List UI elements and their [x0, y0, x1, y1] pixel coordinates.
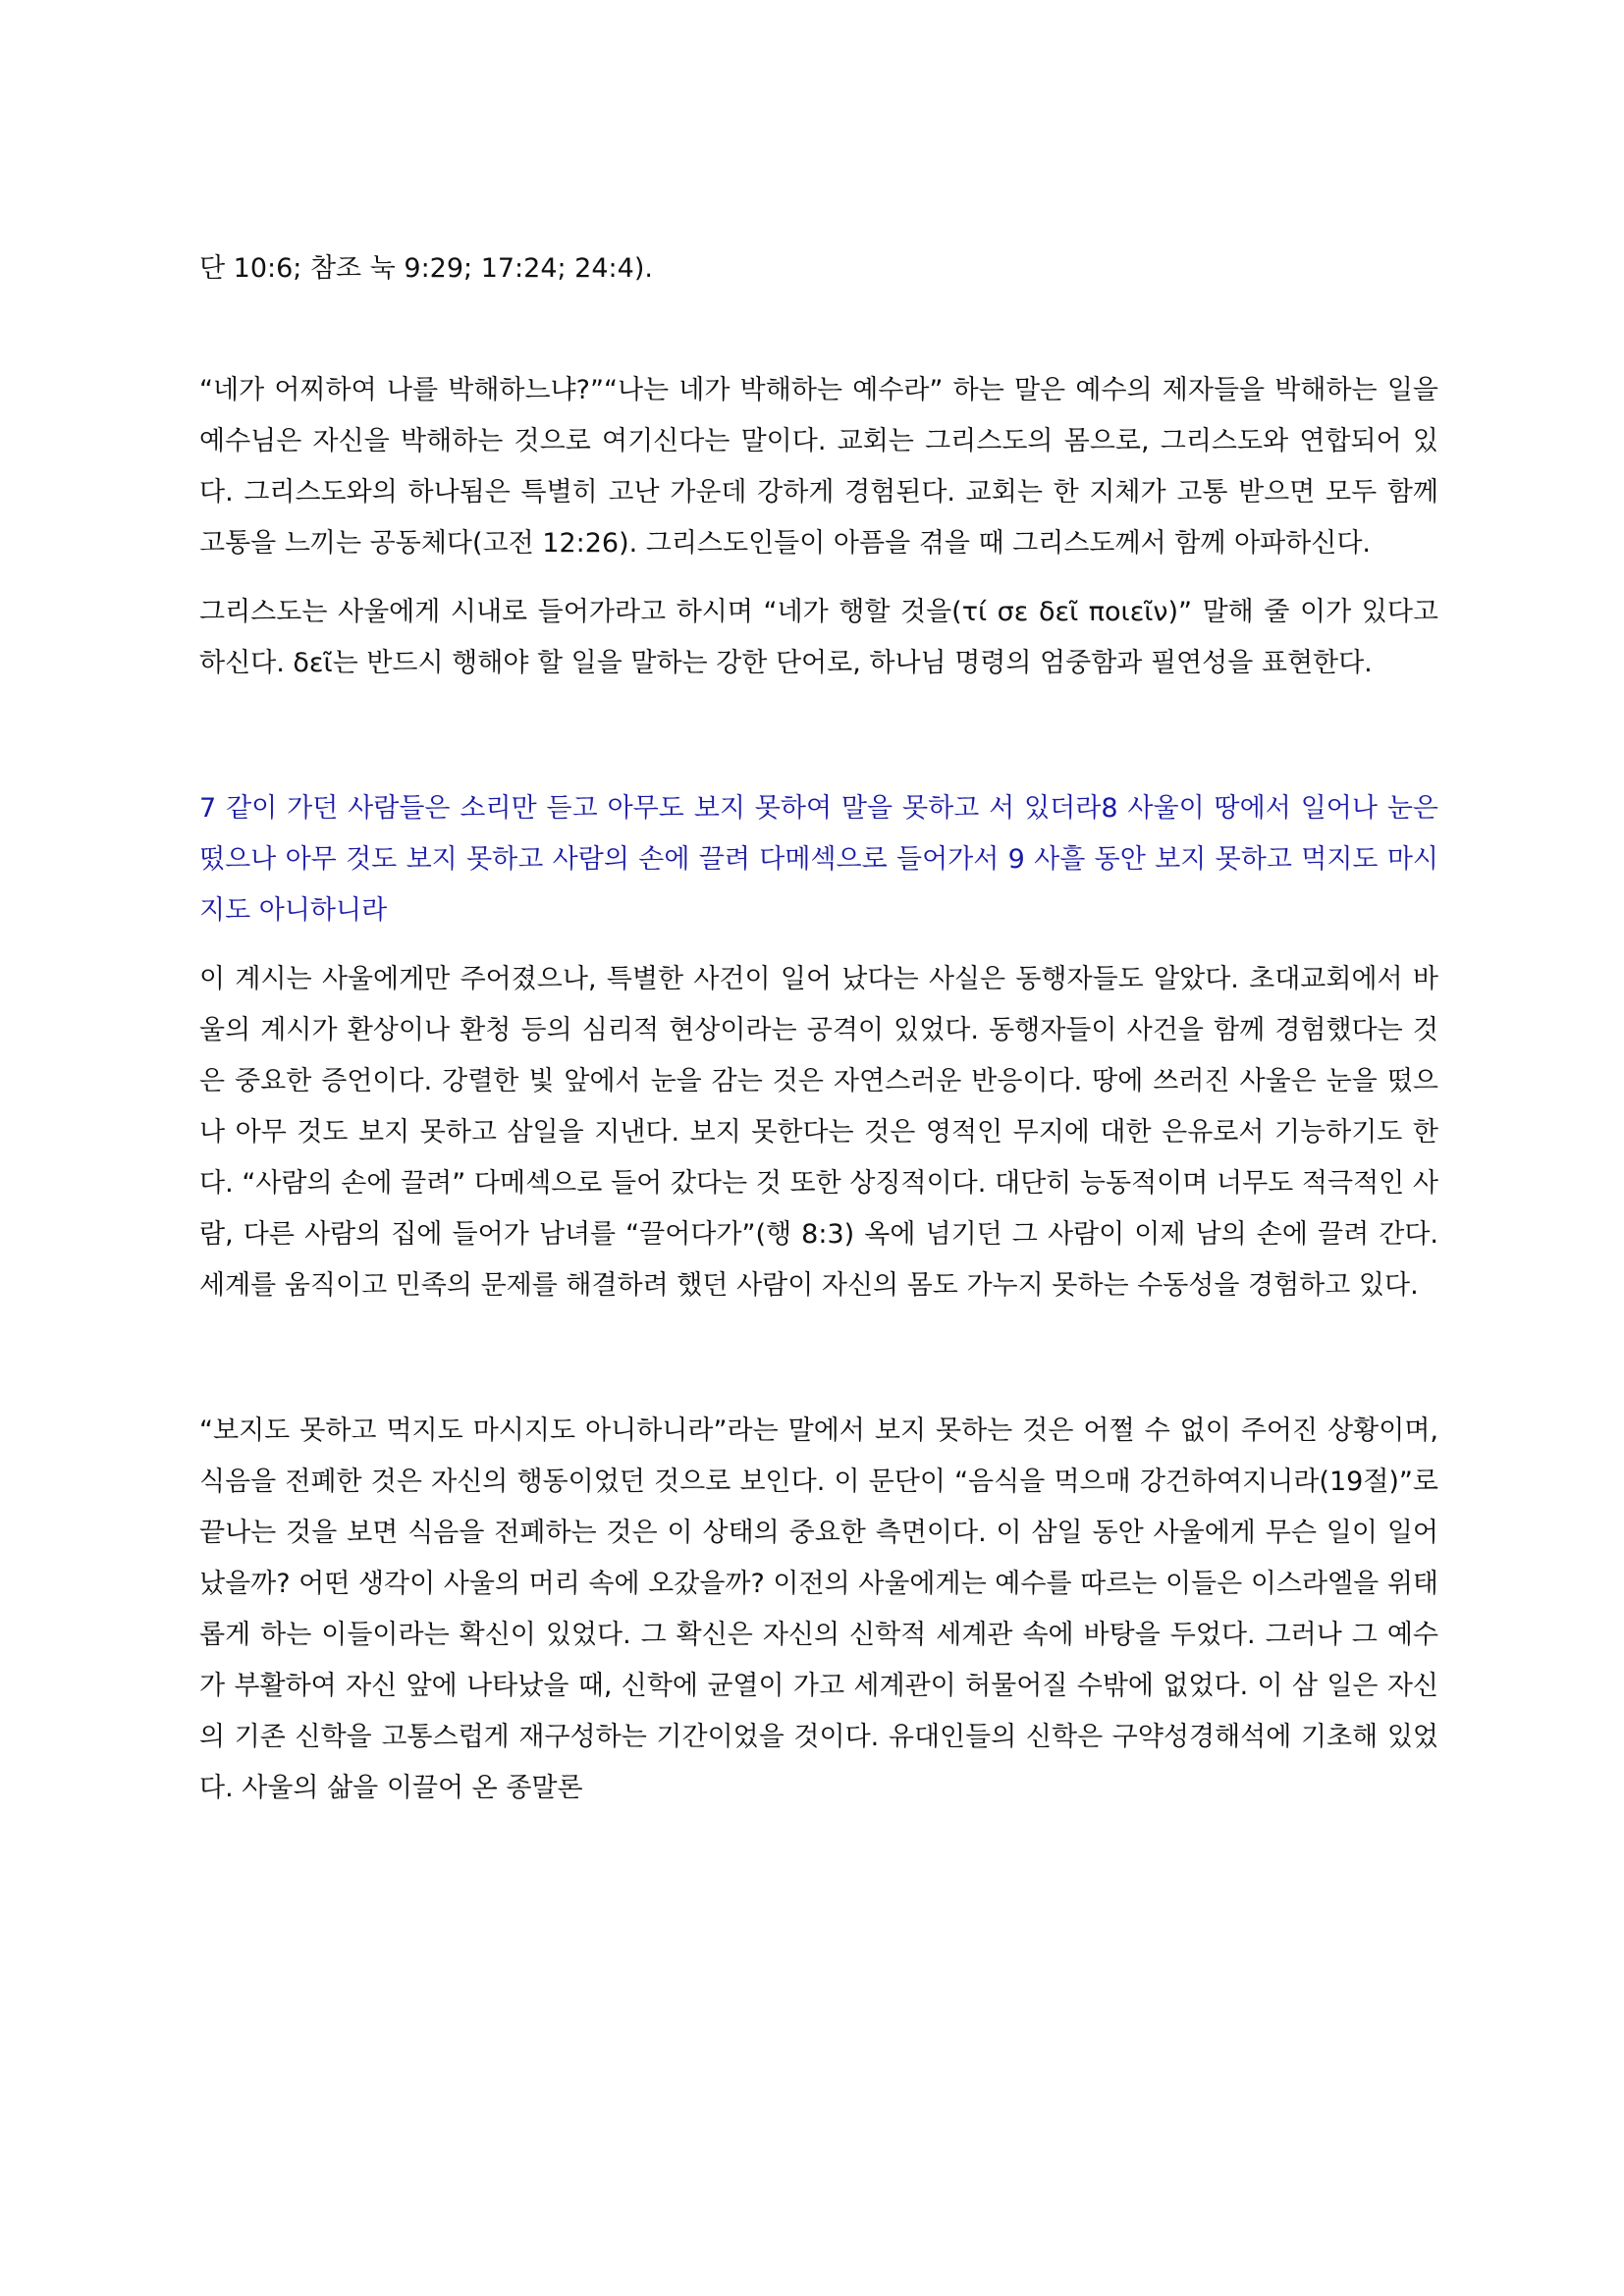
paragraph-command: 그리스도는 사울에게 시내로 들어가라고 하시며 “네가 행할 것을(τί σε δεῖ ποιεῖν)” 말해 줄 이가 있다고 하신다. δεῖ는 반드시 행해야 할 일을 말하는 강한 단어로, 하나님 명령의 엄중함과 필연성을 표현한다.	[199, 597, 1438, 678]
paragraph-persecution: “네가 어찌하여 나를 박해하느냐?”“나는 네가 박해하는 예수라” 하는 말은 예수의 제자들을 박해하는 일을 예수님은 자신을 박해하는 것으로 여기신다는 말이다. 교회는 그리스도의 몸으로, 그리스도와 연합되어 있다. 그리스도와의 하나됨은 특별히 고난 가운데 강하게 경험된다. 교회는 한 지체가 고통 받으면 모두 함께 고통을 느끼는 공동체다(고전 12:26). 그리스도인들이 아픔을 겪을 때 그리스도께서 함께 아파하신다.	[199, 375, 1438, 559]
paragraph-companions: 이 계시는 사울에게만 주어졌으나, 특별한 사건이 일어 났다는 사실은 동행자들도 알았다. 초대교회에서 바울의 계시가 환상이나 환청 등의 심리적 현상이라는 공격이 있었다. 동행자들이 사건을 함께 경험했다는 것은 중요한 증언이다. 강렬한 빛 앞에서 눈을 감는 것은 자연스러운 반응이다. 땅에 쓰러진 사울은 눈을 떴으나 아무 것도 보지 못하고 삼일을 지낸다. 보지 못한다는 것은 영적인 무지에 대한 은유로서 기능하기도 한다. “사람의 손에 끌려” 다메섹으로 들어 갔다는 것 또한 상징적이다. 대단히 능동적이며 너무도 적극적인 사람, 다른 사람의 집에 들어가 남녀를 “끌어다가”(행 8:3) 옥에 넘기던 그 사람이 이제 남의 손에 끌려 간다. 세계를 움직이고 민족의 문제를 해결하려 했던 사람이 자신의 몸도 가누지 못하는 수동성을 경험하고 있다.	[199, 964, 1438, 1301]
document-body	[199, 243, 1438, 1814]
paragraph-three-days: “보지도 못하고 먹지도 마시지도 아니하니라”라는 말에서 보지 못하는 것은 어쩔 수 없이 주어진 상황이며, 식음을 전폐한 것은 자신의 행동이었던 것으로 보인다. 이 문단이 “음식을 먹으매 강건하여지니라(19절)”로 끝나는 것을 보면 식음을 전폐하는 것은 이 상태의 중요한 측면이다. 이 삼일 동안 사울에게 무슨 일이 일어났을까? 어떤 생각이 사울의 머리 속에 오갔을까? 이전의 사울에게는 예수를 따르는 이들은 이스라엘을 위태롭게 하는 이들이라는 확신이 있었다. 그 확신은 자신의 신학적 세계관 속에 바탕을 두었다. 그러나 그 예수가 부활하여 자신 앞에 나타났을 때, 신학에 균열이 가고 세계관이 허물어질 수밖에 없었다. 이 삼 일은 자신의 기존 신학을 고통스럽게 재구성하는 기간이었을 것이다. 유대인들의 신학은 구약성경해석에 기초해 있었다. 사울의 삶을 이끌어 온 종말론	[199, 1415, 1438, 1803]
scripture-verse: 7 같이 가던 사람들은 소리만 듣고 아무도 보지 못하여 말을 못하고 서 있더라8 사울이 땅에서 일어나 눈은 떴으나 아무 것도 보지 못하고 사람의 손에 끌려 다메섹으로 들어가서 9 사흘 동안 보지 못하고 먹지도 마시지도 아니하니라	[199, 793, 1438, 926]
paragraph-reference-tail: 단 10:6; 참조 눅 9:29; 17:24; 24:4).	[199, 253, 653, 284]
